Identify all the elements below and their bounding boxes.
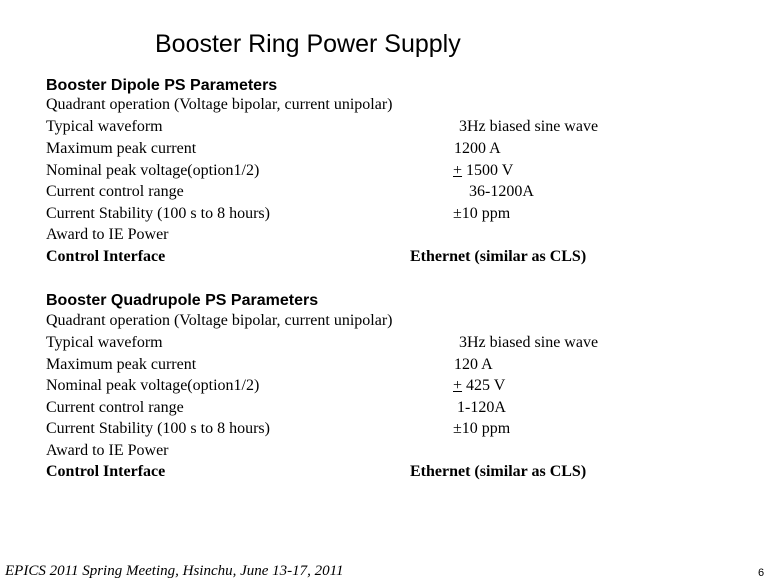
quadrupole-quadrant-row [0,312,780,334]
dipole-quadrant-row [0,96,780,118]
quadrupole-peak-current-label: Maximum peak current [46,356,197,373]
dipole-stability-value: ±10 ppm [453,205,511,222]
quadrupole-heading: Booster Quadrupole PS Parameters [46,292,319,309]
quadrupole-range-label: Current control range [46,399,184,416]
dipole-peak-current-value: 1200 A [454,140,501,157]
quadrupole-stability-row [0,420,780,442]
dipole-award-label: Award to IE Power [46,226,169,243]
quadrupole-waveform-row [0,334,780,356]
footer-text: EPICS 2011 Spring Meeting, Hsinchu, June 13-17, 2011 [5,563,344,579]
dipole-waveform-label: Typical waveform [46,118,163,135]
slide-title: Booster Ring Power Supply [155,30,461,58]
dipole-stability-row [0,205,780,227]
quadrupole-interface-row [0,463,780,485]
dipole-voltage-label: Nominal peak voltage(option1/2) [46,162,260,179]
quadrupole-waveform-value: 3Hz biased sine wave [459,334,599,351]
dipole-voltage-value: 1500 V [462,162,514,179]
dipole-voltage-sign: + [453,162,463,179]
dipole-interface-value: Ethernet (similar as CLS) [410,248,587,265]
dipole-range-row [0,183,780,205]
quadrupole-voltage-value-wrap [453,377,505,395]
dipole-voltage-row [0,162,780,184]
quadrupole-award-label: Award to IE Power [46,442,169,459]
quadrupole-peak-current-row [0,356,780,378]
dipole-stability-label: Current Stability (100 s to 8 hours) [46,205,270,222]
dipole-waveform-value: 3Hz biased sine wave [459,118,599,135]
quadrupole-waveform-label: Typical waveform [46,334,163,351]
quadrupole-award-row [0,442,780,464]
quadrupole-interface-value: Ethernet (similar as CLS) [410,463,587,480]
dipole-voltage-value-wrap [453,162,513,180]
dipole-interface-label: Control Interface [46,248,166,265]
dipole-range-label: Current control range [46,183,184,200]
quadrupole-voltage-label: Nominal peak voltage(option1/2) [46,377,260,394]
page-number: 6 [758,567,765,579]
dipole-range-value: 36-1200A [469,183,534,200]
quadrupole-voltage-row [0,377,780,399]
quadrupole-stability-label: Current Stability (100 s to 8 hours) [46,420,270,437]
quadrupole-voltage-value: 425 V [462,377,506,394]
quadrupole-peak-current-value: 120 A [454,356,493,373]
quadrupole-stability-value: ±10 ppm [453,420,511,437]
quadrupole-range-value: 1-120A [457,399,506,416]
dipole-peak-current-label: Maximum peak current [46,140,197,157]
quadrupole-quadrant-label: Quadrant operation (Voltage bipolar, current unipolar) [46,312,393,329]
quadrupole-range-row [0,399,780,421]
dipole-interface-row [0,248,780,270]
dipole-heading: Booster Dipole PS Parameters [46,77,278,94]
dipole-award-row [0,226,780,248]
quadrupole-interface-label: Control Interface [46,463,166,480]
dipole-peak-current-row [0,140,780,162]
dipole-waveform-row [0,118,780,140]
quadrupole-voltage-sign: + [453,377,463,394]
dipole-quadrant-label: Quadrant operation (Voltage bipolar, current unipolar) [46,96,393,113]
